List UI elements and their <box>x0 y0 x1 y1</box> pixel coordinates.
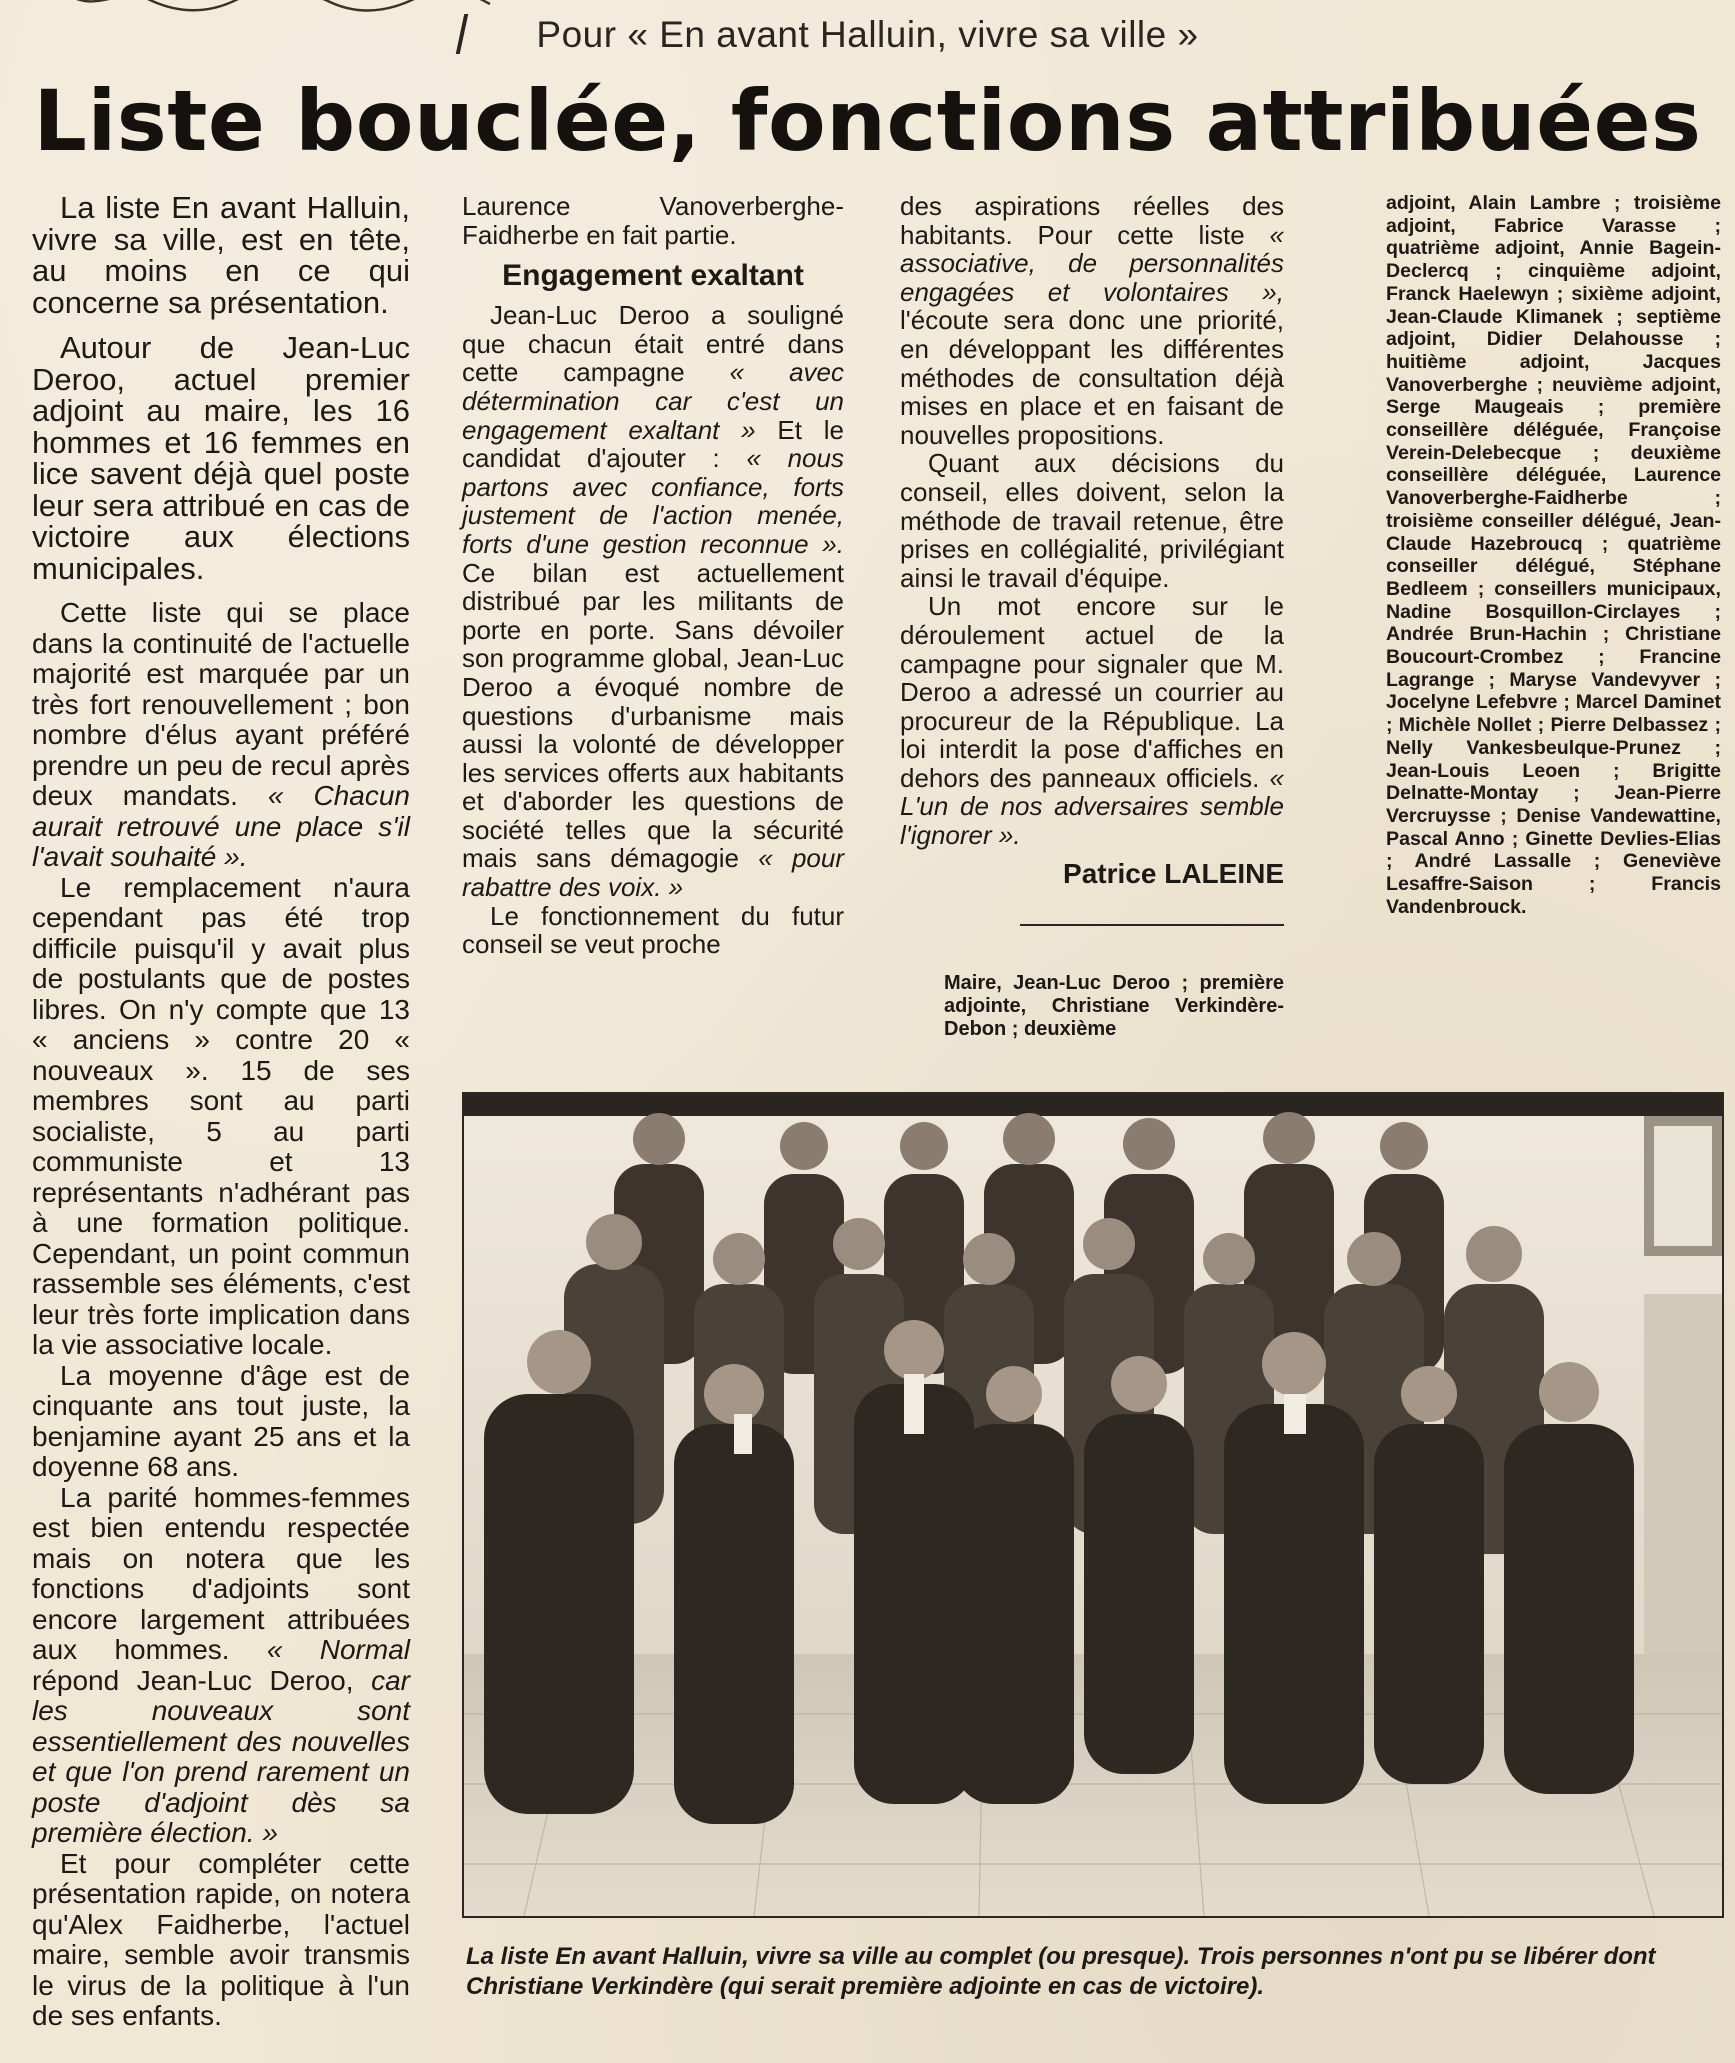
ceiling-beam <box>464 1094 1722 1116</box>
section-subhead: Engagement exaltant <box>502 259 804 293</box>
article-headline: Liste bouclée, fonctions attribuées <box>33 72 1702 170</box>
group-photo <box>462 1092 1724 1918</box>
paragraph <box>32 598 410 873</box>
paragraph: Et pour compléter cette présentation rapide, on notera qu'Alex Faidherbe, l'actuel maire, semble avoir transmis le virus de la politique à l'un de ses enfants. <box>32 1847 410 2031</box>
article-column-1 <box>32 192 410 2032</box>
paragraph: Autour de Jean-Luc Deroo, actuel premier adjoint au maire, les 16 hommes et 16 femmes en lice savent déjà quel poste leur sera attribué en cas de victoire aux élections municipales. <box>32 330 410 586</box>
byline-rule <box>1020 924 1284 926</box>
photo-caption: La liste En avant Halluin, vivre sa ville au complet (ou presque). Trois personnes n'ont pu se libérer dont Christiane Verkindère (qui serait première adjointe en cas de victoire). <box>466 1943 1656 2000</box>
roster-text: Maire, Jean-Luc Deroo ; première adjointe, Christiane Verkindère-Debon ; deuxième <box>944 972 1284 1040</box>
article-kicker: Pour « En avant Halluin, vivre sa ville » <box>536 14 1199 55</box>
paragraph-text: Cette liste qui se place dans la continuité de l'actuelle majorité est marquée par un très fort renouvellement ; bon nombre d'élus ayant préféré prendre un peu de recul après deux mandats. <box>32 597 410 811</box>
paragraph <box>32 1483 410 1849</box>
author-byline: Patrice LALEINE <box>1063 857 1284 889</box>
article-column-2 <box>462 192 844 959</box>
quote: « L'un de nos adversaires semble l'ignorer ». <box>900 762 1284 851</box>
article-column-3 <box>900 192 1284 888</box>
quote: « Normal <box>266 1634 410 1665</box>
paragraph-text: des aspirations réelles des habitants. Pour cette liste <box>900 191 1284 250</box>
paragraph: Quant aux décisions du conseil, elles doivent, selon la méthode de travail retenue, être prises en collégialité, privilégiant ainsi le travail d'équipe. <box>900 448 1284 593</box>
candidate-roster: adjoint, Alain Lambre ; troisième adjoint, Fabrice Varasse ; quatrième adjoint, Annie Bagein-Declercq ; cinquième adjoint, Franck Haelewyn ; sixième adjoint, Jean-Claude Klimanek ; septième adjoint, Didier Delahousse ; huitième adjoint, Jacques Vanoverberghe ; neuvième adjoint, Serge Maugeais ; première conseillère déléguée, Françoise Verein-Delebecque ; deuxième conseillère déléguée, Laurence Vanoverberghe-Faidherbe ; troisième conseiller délégué, Jean-Claude Hazebroucq ; quatrième conseiller délégué, Stéphane Bedleem ; conseillers municipaux, Nadine Bosquillon-Circlayes ; Andrée Brun-Hachin ; Christiane Boucourt-Crombez ; Francine Lagrange ; Maryse Vandevyver ; Jocelyne Lefebvre ; Marcel Daminet ; Michèle Nollet ; Pierre Delbassez ; Nelly Vankesbeulque-Prunez ; Jean-Louis Leoen ; Brigitte Delnatte-Montay ; Jean-Pierre Vercruysse ; Denise Vandewattine, Pascal Anno ; Ginette Devlies-Elias ; André Lassalle ; Geneviève Lesaffre-Saison ; Francis Vandenbrouck. <box>1386 192 1721 918</box>
paragraph-text: La parité hommes-femmes est bien entendu respectée mais on notera que les fonctions d'adjoints sont encore largement attribuées aux hommes. <box>32 1481 410 1665</box>
paragraph-text: Ce bilan est actuellement distribué par les militants de porte en porte. Sans dévoiler son programme global, Jean-Luc Deroo a évoqué nombre de questions d'urbanisme mais aussi la volonté de développer les services offerts aux habitants et d'aborder les questions de société telles que la sécurité mais sans démagogie <box>462 557 844 874</box>
candidate-roster-start <box>944 972 1284 1041</box>
paragraph-text: Un mot encore sur le déroulement actuel de la campagne pour signaler que M. Deroo a adressé un courrier au procureur de la République. La loi interdit la pose d'affiches en dehors des panneaux officiels. <box>900 591 1284 793</box>
article-column-4 <box>1386 192 1721 919</box>
quote: car les nouveaux sont essentiellement des nouvelles et que l'on prend rarement un poste d'adjoint dès sa première élection. » <box>32 1664 410 1848</box>
paragraph-text: Et le candidat d'ajouter : <box>462 414 844 474</box>
quote: « pour rabattre des voix. » <box>462 843 844 903</box>
paragraph-text: l'écoute sera donc une priorité, en développant les différentes méthodes de consultation déjà mises en place et en faisant de nouvelles propositions. <box>900 305 1284 450</box>
window-pane <box>1654 1126 1712 1246</box>
paragraph: Laurence Vanoverberghe-Faidherbe en fait partie. <box>462 191 844 250</box>
paragraph: La moyenne d'âge est de cinquante ans tout juste, la benjamine ayant 25 ans et la doyenne 68 ans. <box>32 1359 410 1482</box>
paragraph: Le remplacement n'aura cependant pas été trop difficile puisqu'il y avait plus de postulants que de postes libres. On n'y compte que 13 « anciens » contre 20 « nouveaux ». 15 de ses membres sont au parti socialiste, 5 au parti communiste et 13 représentants n'adhérant pas à une formation politique. Cependant, un point commun rassemble ses éléments, c'est leur très forte implication dans la vie associative locale. <box>32 871 410 1360</box>
quote: « associative, de personnalités engagées et volontaires », <box>900 219 1284 307</box>
paragraph <box>900 592 1284 849</box>
quote: « Chacun aurait retrouvé une place s'il l'avait souhaité ». <box>32 780 411 872</box>
quote: « avec détermination car c'est un engagement exaltant » <box>462 357 844 445</box>
paragraph-text: répond Jean-Luc Deroo, <box>32 1664 354 1696</box>
paragraph <box>900 192 1284 449</box>
paragraph: Le fonctionnement du futur conseil se veut proche <box>462 900 844 960</box>
paragraph <box>462 301 844 901</box>
lead-paragraph: La liste En avant Halluin, vivre sa ville, est en tête, au moins en ce qui concerne sa présentation. <box>32 190 410 320</box>
paragraph-text: Jean-Luc Deroo a souligné que chacun était entré dans cette campagne <box>462 300 844 388</box>
quote: « nous partons avec confiance, forts justement de l'action menée, forts d'une gestion reconnue ». <box>462 443 844 559</box>
group-photo-illustration <box>464 1094 1722 1916</box>
